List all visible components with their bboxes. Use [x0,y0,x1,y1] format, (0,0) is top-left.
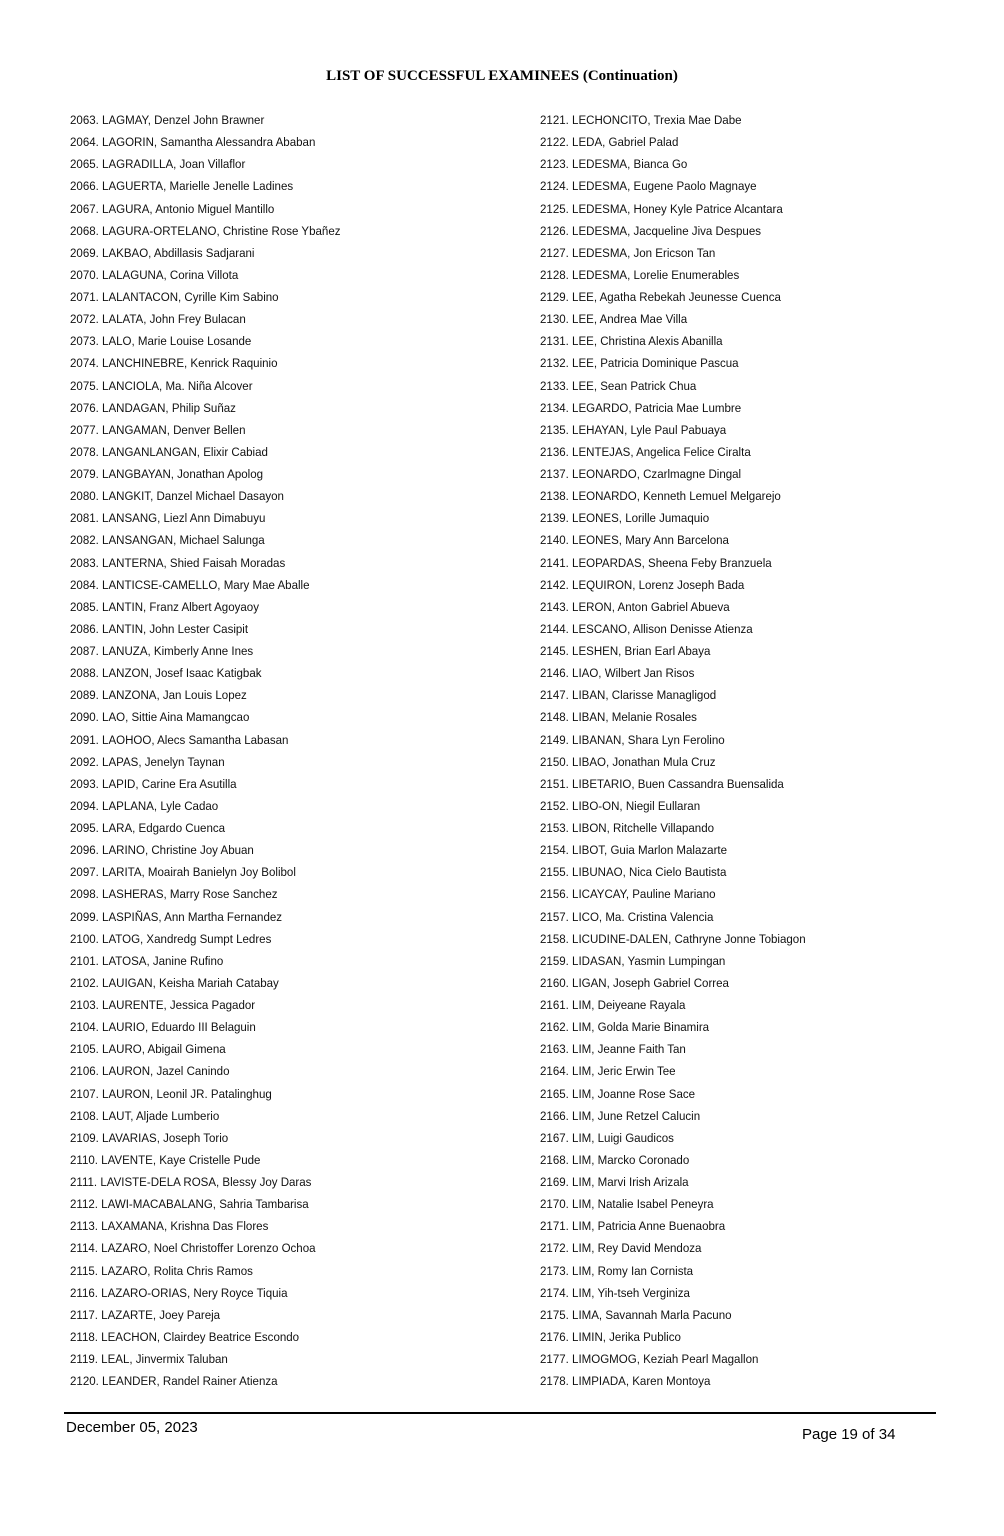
examinee-entry: 2115. LAZARO, Rolita Chris Ramos [70,1263,253,1278]
examinee-entry: 2178. LIMPIADA, Karen Montoya [540,1374,711,1389]
examinee-entry: 2130. LEE, Andrea Mae Villa [540,312,688,327]
examinee-entry: 2153. LIBON, Ritchelle Villapando [540,821,715,835]
examinee-list-right-column [540,109,806,1392]
examinee-entry: 2063. LAGMAY, Denzel John Brawner [70,113,265,127]
examinee-entry: 2169. LIM, Marvi Irish Arizala [540,1175,689,1189]
examinee-entry: 2079. LANGBAYAN, Jonathan Apolog [70,467,264,481]
examinee-entry: 2088. LANZON, Josef Isaac Katigbak [70,666,262,681]
examinee-entry: 2103. LAURENTE, Jessica Pagador [70,998,256,1012]
examinee-entry: 2066. LAGUERTA, Marielle Jenelle Ladines [70,179,294,194]
examinee-entry: 2144. LESCANO, Allison Denisse Atienza [540,621,753,636]
examinee-entry: 2132. LEE, Patricia Dominique Pascua [540,356,739,371]
examinee-entry: 2123. LEDESMA, Bianca Go [540,157,688,172]
examinee-entry: 2125. LEDESMA, Honey Kyle Patrice Alcantara [540,201,783,216]
examinee-entry: 2113. LAXAMANA, Krishna Das Flores [70,1219,269,1234]
examinee-entry: 2154. LIBOT, Guia Marlon Malazarte [540,843,728,858]
examinee-entry: 2172. LIM, Rey David Mendoza [540,1241,702,1256]
examinee-entry: 2139. LEONES, Lorille Jumaquio [540,511,710,526]
examinee-entry: 2162. LIM, Golda Marie Binamira [540,1020,710,1035]
examinee-entry: 2102. LAUIGAN, Keisha Mariah Catabay [70,975,279,990]
examinee-entry: 2129. LEE, Agatha Rebekah Jeunesse Cuenca [540,290,781,304]
examinee-entry: 2166. LIM, June Retzel Calucin [540,1108,701,1123]
examinee-entry: 2168. LIM, Marcko Coronado [540,1152,690,1167]
examinee-entry: 2157. LICO, Ma. Cristina Valencia [540,909,714,924]
examinee-entry: 2098. LASHERAS, Marry Rose Sanchez [70,887,278,902]
examinee-entry: 2087. LANUZA, Kimberly Anne Ines [70,644,254,658]
examinee-entry: 2071. LALANTACON, Cyrille Kim Sabino [70,290,279,304]
examinee-entry: 2084. LANTICSE-CAMELLO, Mary Mae Aballe [70,577,310,592]
examinee-entry: 2140. LEONES, Mary Ann Barcelona [540,533,729,548]
examinee-entry: 2101. LATOSA, Janine Rufino [70,953,224,968]
examinee-entry: 2105. LAURO, Abigail Gimena [70,1042,226,1057]
examinee-entry: 2095. LARA, Edgardo Cuenca [70,821,226,835]
examinee-entry: 2131. LEE, Christina Alexis Abanilla [540,334,723,349]
examinee-entry: 2141. LEOPARDAS, Sheena Feby Branzuela [540,555,772,570]
examinee-entry: 2070. LALAGUNA, Corina Villota [70,267,239,282]
examinee-entry: 2114. LAZARO, Noel Christoffer Lorenzo Ochoa [70,1241,316,1256]
examinee-entry: 2174. LIM, Yih-tseh Verginiza [540,1285,690,1300]
examinee-entry: 2119. LEAL, Jinvermix Taluban [70,1352,228,1366]
examinee-entry: 2065. LAGRADILLA, Joan Villaflor [70,157,246,172]
examinee-entry: 2112. LAWI-MACABALANG, Sahria Tambarisa [70,1197,309,1212]
examinee-entry: 2151. LIBETARIO, Buen Cassandra Buensalida [540,776,784,791]
examinee-entry: 2142. LEQUIRON, Lorenz Joseph Bada [540,577,745,592]
examinee-entry: 2145. LESHEN, Brian Earl Abaya [540,644,711,658]
examinee-entry: 2170. LIM, Natalie Isabel Peneyra [540,1197,714,1212]
examinee-entry: 2156. LICAYCAY, Pauline Mariano [540,887,716,902]
examinee-entry: 2176. LIMIN, Jerika Publico [540,1329,681,1344]
examinee-entry: 2137. LEONARDO, Czarlmagne Dingal [540,467,742,481]
examinee-entry: 2121. LECHONCITO, Trexia Mae Dabe [540,113,742,127]
examinee-entry: 2135. LEHAYAN, Lyle Paul Pabuaya [540,422,727,437]
examinee-entry: 2117. LAZARTE, Joey Pareja [70,1307,221,1322]
examinee-entry: 2165. LIM, Joanne Rose Sace [540,1086,696,1101]
examinee-entry: 2083. LANTERNA, Shied Faisah Moradas [70,555,286,570]
examinee-entry: 2099. LASPIÑAS, Ann Martha Fernandez [70,909,283,924]
examinee-entry: 2136. LENTEJAS, Angelica Felice Ciralta [540,444,751,459]
examinee-entry: 2133. LEE, Sean Patrick Chua [540,378,697,393]
examinee-entry: 2072. LALATA, John Frey Bulacan [70,312,246,327]
examinee-entry: 2171. LIM, Patricia Anne Buenaobra [540,1219,726,1234]
examinee-entry: 2104. LAURIO, Eduardo III Belaguin [70,1020,256,1035]
examinee-entry: 2092. LAPAS, Jenelyn Taynan [70,754,225,769]
examinee-entry: 2126. LEDESMA, Jacqueline Jiva Despues [540,223,761,238]
examinee-entry: 2109. LAVARIAS, Joseph Torio [70,1130,229,1145]
examinee-entry: 2120. LEANDER, Randel Rainer Atienza [70,1374,278,1389]
examinee-entry: 2090. LAO, Sittie Aina Mamangcao [70,710,250,725]
examinee-entry: 2093. LAPID, Carine Era Asutilla [70,776,237,791]
examinee-entry: 2067. LAGURA, Antonio Miguel Mantillo [70,201,275,216]
examinee-entry: 2076. LANDAGAN, Philip Suñaz [70,400,236,415]
examinee-entry: 2163. LIM, Jeanne Faith Tan [540,1042,686,1057]
examinee-entry: 2116. LAZARO-ORIAS, Nery Royce Tiquia [70,1285,288,1300]
examinee-entry: 2091. LAOHOO, Alecs Samantha Labasan [70,732,289,747]
examinee-entry: 2159. LIDASAN, Yasmin Lumpingan [540,953,726,968]
examinee-entry: 2078. LANGANLANGAN, Elixir Cabiad [70,444,268,459]
examinee-entry: 2075. LANCIOLA, Ma. Niña Alcover [70,378,253,393]
examinee-entry: 2177. LIMOGMOG, Keziah Pearl Magallon [540,1352,759,1366]
examinee-entry: 2148. LIBAN, Melanie Rosales [540,710,697,725]
examinee-entry: 2107. LAURON, Leonil JR. Patalinghug [70,1086,272,1101]
examinee-entry: 2122. LEDA, Gabriel Palad [540,135,679,150]
examinee-entry: 2096. LARINO, Christine Joy Abuan [70,843,254,858]
examinee-entry: 2143. LERON, Anton Gabriel Abueva [540,599,730,614]
examinee-entry: 2081. LANSANG, Liezl Ann Dimabuyu [70,511,266,526]
examinee-entry: 2175. LIMA, Savannah Marla Pacuno [540,1307,732,1322]
footer-divider [64,1412,936,1414]
examinee-entry: 2164. LIM, Jeric Erwin Tee [540,1064,676,1079]
examinee-entry: 2128. LEDESMA, Lorelie Enumerables [540,267,740,282]
examinee-entry: 2147. LIBAN, Clarisse Managligod [540,688,717,703]
examinee-entry: 2085. LANTIN, Franz Albert Agoyaoy [70,599,259,614]
examinee-entry: 2069. LAKBAO, Abdillasis Sadjarani [70,245,255,260]
examinee-entry: 2077. LANGAMAN, Denver Bellen [70,422,246,437]
examinee-entry: 2089. LANZONA, Jan Louis Lopez [70,688,247,703]
examinee-entry: 2100. LATOG, Xandredg Sumpt Ledres [70,931,272,946]
examinee-entry: 2118. LEACHON, Clairdey Beatrice Escondo [70,1329,300,1344]
examinee-entry: 2124. LEDESMA, Eugene Paolo Magnaye [540,179,757,194]
page-title: LIST OF SUCCESSFUL EXAMINEES (Continuation) [326,68,678,84]
examinee-entry: 2138. LEONARDO, Kenneth Lemuel Melgarejo [540,489,781,504]
examinee-entry: 2094. LAPLANA, Lyle Cadao [70,798,219,813]
examinee-entry: 2155. LIBUNAO, Nica Cielo Bautista [540,865,727,880]
examinee-entry: 2146. LIAO, Wilbert Jan Risos [540,666,695,681]
examinee-list-left-column [70,109,340,1392]
footer-date: December 05, 2023 [66,1419,198,1436]
examinee-entry: 2108. LAUT, Aljade Lumberio [70,1108,220,1123]
page-number: Page 19 of 34 [802,1426,896,1443]
examinee-entry: 2074. LANCHINEBRE, Kenrick Raquinio [70,356,278,371]
examinee-entry: 2086. LANTIN, John Lester Casipit [70,621,249,636]
examinee-entry: 2150. LIBAO, Jonathan Mula Cruz [540,754,716,769]
examinee-entry: 2158. LICUDINE-DALEN, Cathryne Jonne Tobiagon [540,931,806,946]
examinee-entry: 2127. LEDESMA, Jon Ericson Tan [540,245,716,260]
examinee-entry: 2064. LAGORIN, Samantha Alessandra Ababan [70,135,316,150]
examinee-entry: 2097. LARITA, Moairah Banielyn Joy Bolibol [70,865,296,880]
examinee-entry: 2068. LAGURA-ORTELANO, Christine Rose Ybañez [70,223,341,238]
examinee-entry: 2173. LIM, Romy Ian Cornista [540,1263,694,1278]
examinee-entry: 2134. LEGARDO, Patricia Mae Lumbre [540,400,742,415]
examinee-entry: 2161. LIM, Deiyeane Rayala [540,998,686,1012]
examinee-entry: 2110. LAVENTE, Kaye Cristelle Pude [70,1152,261,1167]
examinee-entry: 2111. LAVISTE-DELA ROSA, Blessy Joy Daras [70,1175,312,1189]
examinee-entry: 2152. LIBO-ON, Niegil Eullaran [540,798,701,813]
examinee-entry: 2073. LALO, Marie Louise Losande [70,334,252,349]
examinee-entry: 2167. LIM, Luigi Gaudicos [540,1130,674,1145]
examinee-entry: 2160. LIGAN, Joseph Gabriel Correa [540,975,729,990]
examinee-entry: 2082. LANSANGAN, Michael Salunga [70,533,265,548]
examinee-entry: 2149. LIBANAN, Shara Lyn Ferolino [540,732,725,747]
examinee-entry: 2106. LAURON, Jazel Canindo [70,1064,230,1079]
examinee-entry: 2080. LANGKIT, Danzel Michael Dasayon [70,489,284,504]
